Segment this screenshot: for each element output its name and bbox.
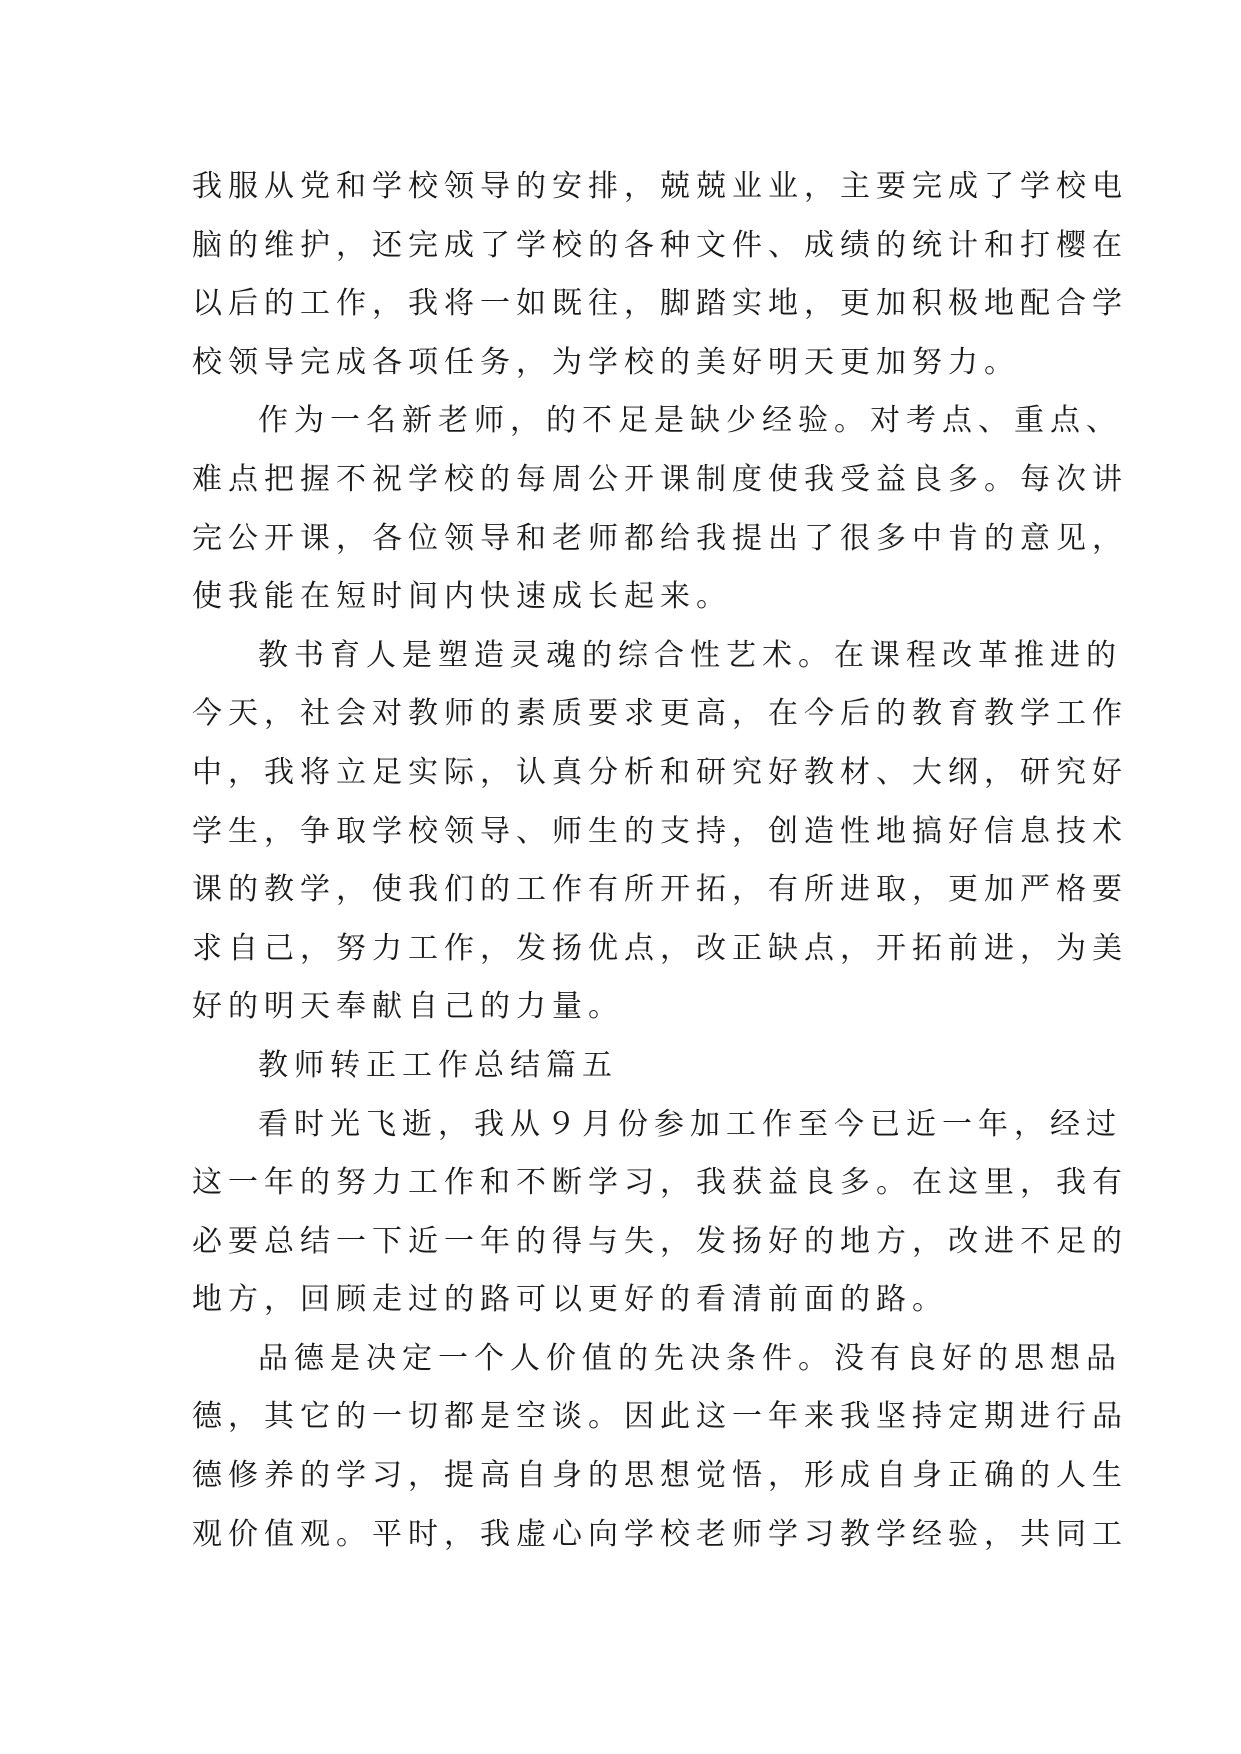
text-line: 校领导完成各项任务，为学校的美好明天更加努力。 bbox=[192, 344, 1020, 380]
text-line: 使我能在短时间内快速成长起来。 bbox=[192, 579, 732, 615]
text-line: 课的教学，使我们的工作有所开拓，有所进取，更加严格要 bbox=[192, 872, 1128, 908]
text-line: 观价值观。平时，我虚心向学校老师学习教学经验，共同工 bbox=[192, 1516, 1128, 1552]
section-heading: 教师转正工作总结篇五 bbox=[258, 1047, 618, 1083]
text-line: 这一年的努力工作和不断学习，我获益良多。在这里，我有 bbox=[192, 1165, 1128, 1201]
text-line: 地方，回顾走过的路可以更好的看清前面的路。 bbox=[192, 1282, 948, 1318]
text-line: 求自己，努力工作，发扬优点，改正缺点，开拓前进，为美 bbox=[192, 930, 1128, 966]
paragraph-first-line: 作为一名新老师，的不足是缺少经验。对考点、重点、 bbox=[258, 403, 1122, 439]
paragraph-first-line: 品德是决定一个人价值的先决条件。没有良好的思想品 bbox=[258, 1340, 1122, 1376]
text-line: 难点把握不祝学校的每周公开课制度使我受益良多。每次讲 bbox=[192, 461, 1128, 497]
text-line: 德修养的学习，提高自身的思想觉悟，形成自身正确的人生 bbox=[192, 1458, 1128, 1494]
text-line: 学生，争取学校领导、师生的支持，创造性地搞好信息技术 bbox=[192, 813, 1128, 849]
text-line: 我服从党和学校领导的安排，兢兢业业，主要完成了学校电 bbox=[192, 169, 1128, 204]
text-line: 脑的维护，还完成了学校的各种文件、成绩的统计和打樱在 bbox=[192, 227, 1128, 263]
text-line: 以后的工作，我将一如既往，脚踏实地，更加积极地配合学 bbox=[192, 286, 1128, 322]
document-body bbox=[192, 158, 1128, 1564]
text-line: 必要总结一下近一年的得与失，发扬好的地方，改进不足的 bbox=[192, 1223, 1128, 1259]
text-line: 中，我将立足实际，认真分析和研究好教材、大纲，研究好 bbox=[192, 754, 1128, 790]
text-line: 德，其它的一切都是空谈。因此这一年来我坚持定期进行品 bbox=[192, 1399, 1128, 1435]
paragraph-first-line: 看时光飞逝，我从９月份参加工作至今已近一年，经过 bbox=[258, 1106, 1122, 1142]
paragraph-first-line: 教书育人是塑造灵魂的综合性艺术。在课程改革推进的 bbox=[258, 637, 1122, 673]
text-line: 好的明天奉献自己的力量。 bbox=[192, 989, 624, 1025]
text-line: 完公开课，各位领导和老师都给我提出了很多中肯的意见， bbox=[192, 520, 1128, 556]
text-line: 今天，社会对教师的素质要求更高，在今后的教育教学工作 bbox=[192, 696, 1128, 732]
